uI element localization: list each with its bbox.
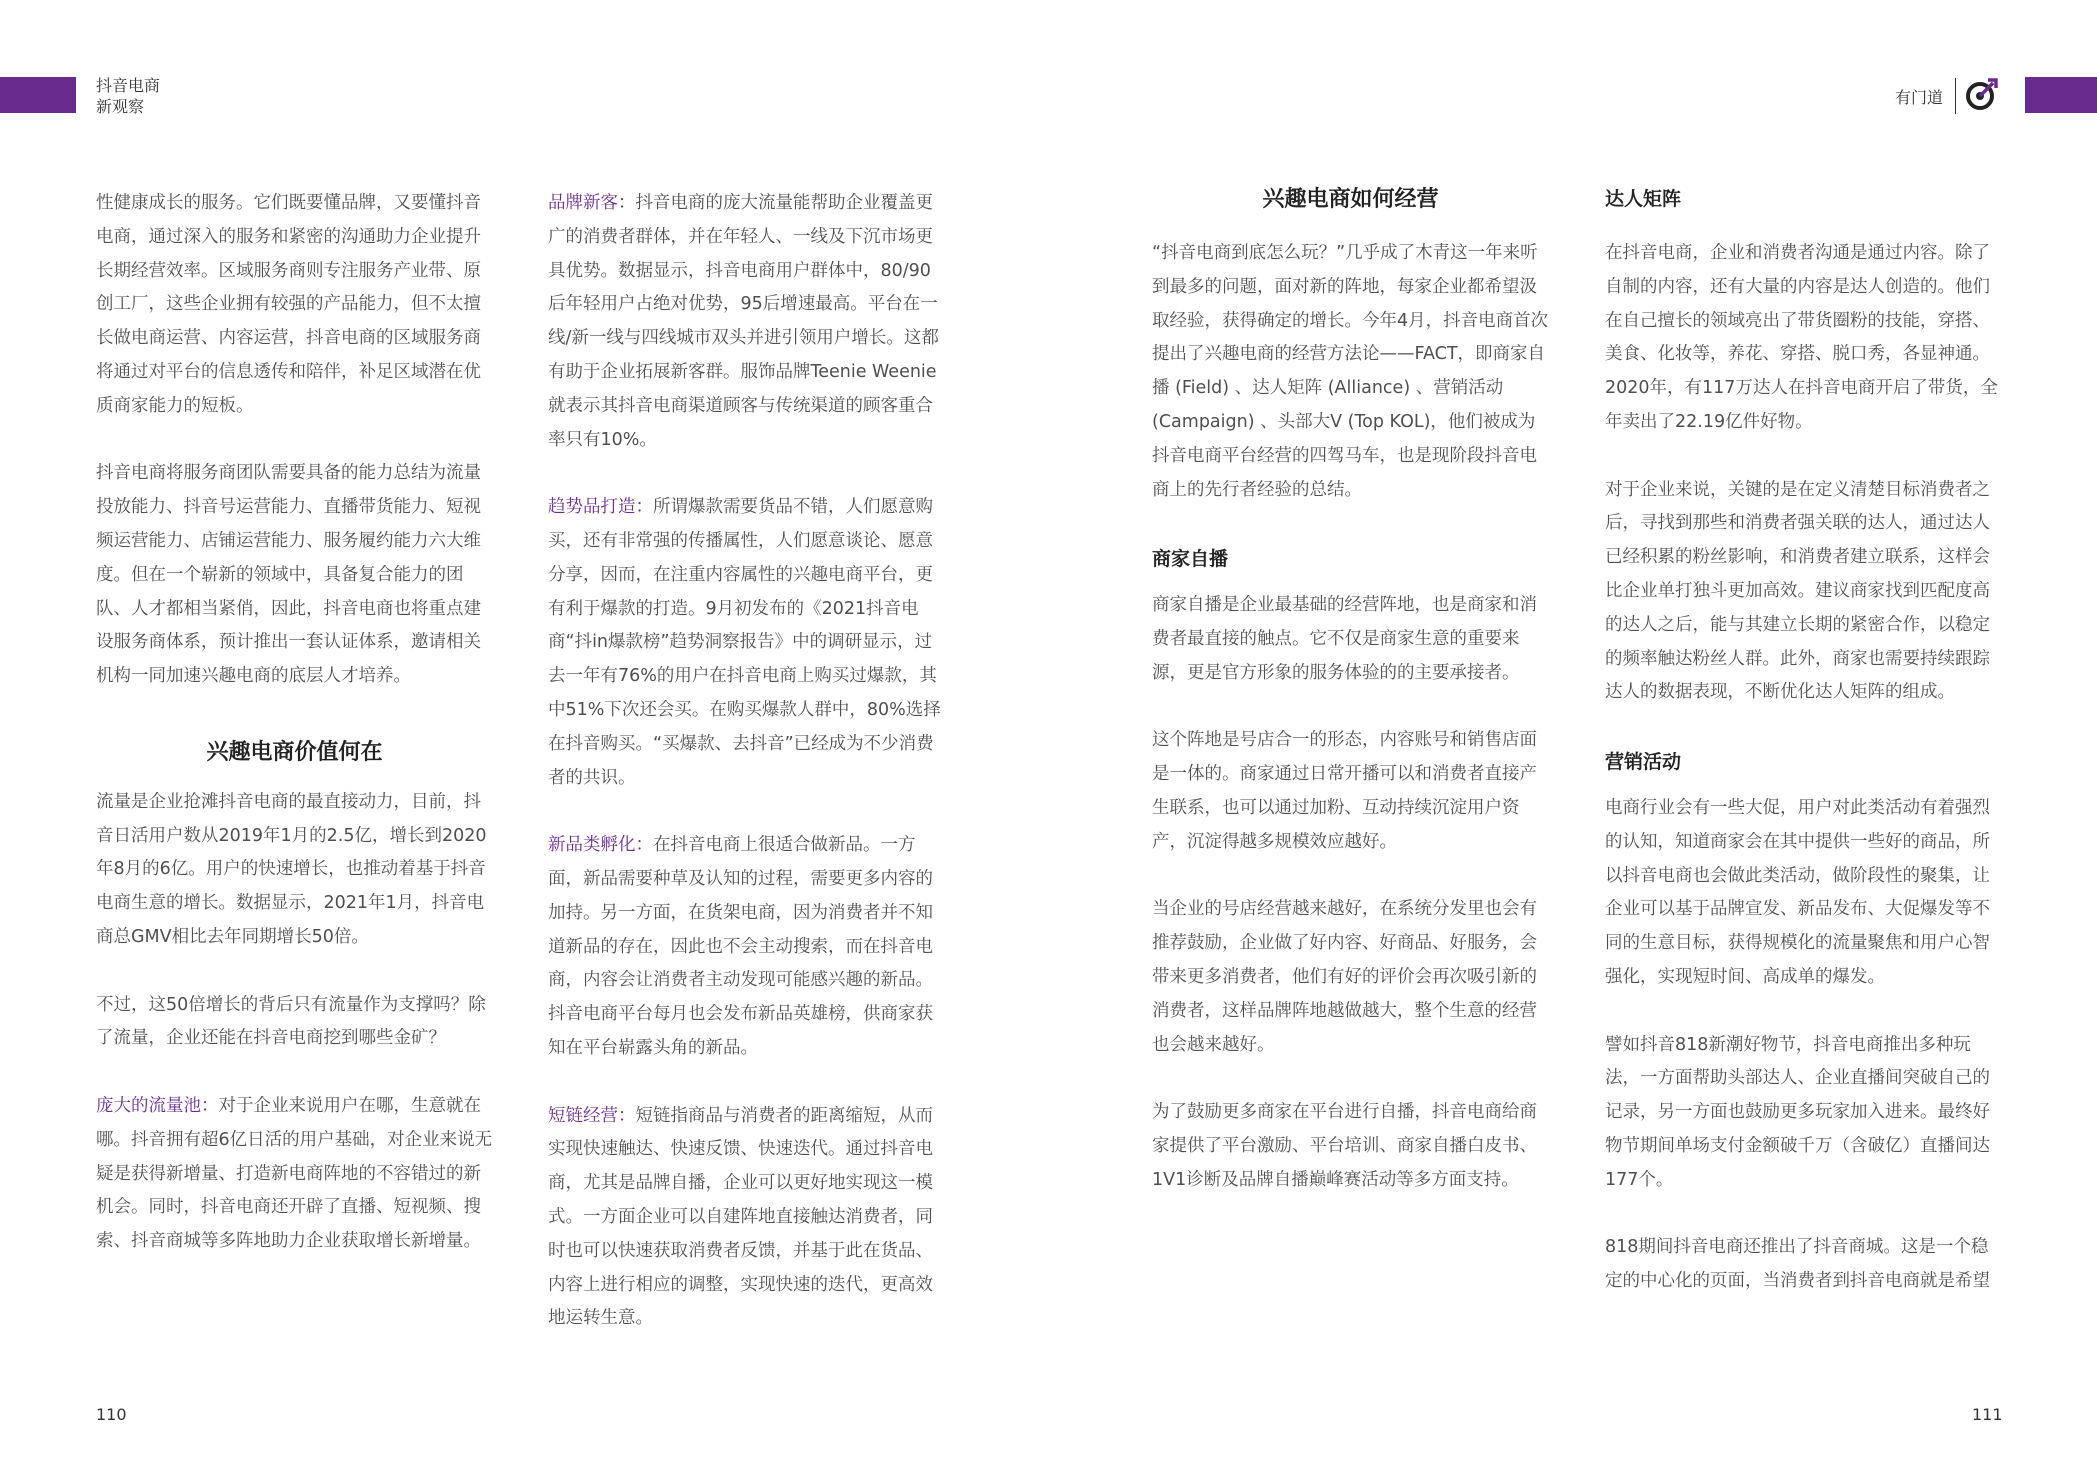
paragraph (548, 1100, 945, 1337)
column-2 (548, 187, 945, 1370)
paragraph: “抖音电商到底怎么玩？”几乎成了木青这一年来听到最多的问题，面对新的阵地，每家企业都希望汲取经验，获得确定的增长。今年4月，抖音电商首次提出了兴趣电商的经营方法论——FACT，即商家自播 (Field) 、达人矩阵 (Alliance) 、营销活动 (Campaign) 、头部大V (Top KOL)，他们被成为抖音电商平台经营的四驾马车，也是现阶段抖音电商上的先行者经验的总结。 (1152, 243, 1549, 500)
column-4 (1605, 181, 2002, 1333)
logo-divider (1955, 78, 1956, 114)
term-label: 庞大的流量池： (96, 1095, 219, 1116)
paragraph: 为了鼓励更多商家在平台进行自播，抖音电商给商家提供了平台激励、平台培训、商家自播白皮书、1V1诊断及品牌自播巅峰赛活动等多方面支持。 (1152, 1102, 1537, 1190)
paragraph: 对于企业来说，关键的是在定义清楚目标消费者之后，寻找到那些和消费者强关联的达人，通过达人已经积累的粉丝影响，和消费者建立联系，这样会比企业单打独斗更加高效。建议商家找到匹配度高的达人之后，能与其建立长期的紧密合作，以稳定的频率触达粉丝人群。此外，商家也需要持续跟踪达人的数据表现，不断优化达人矩阵的组成。 (1605, 479, 1990, 703)
section-label (96, 75, 160, 117)
subheading-influencers: 达人矩阵 (1605, 188, 1682, 210)
section-label-line2: 新观察 (96, 97, 145, 116)
subheading-merchant-live: 商家自播 (1152, 548, 1229, 571)
right-accent-bar (2025, 77, 2097, 113)
page-number-left: 110 (96, 1405, 127, 1424)
paragraph-text: 在抖音电商上很适合做新品。一方面，新品需要种草及认知的过程，需要更多内容的加持。另一方面，在货架电商，因为消费者并不知道新品的存在，因此也不会主动搜索，而在抖音电商，内容会让消费者主动发现可能感兴趣的新品。抖音电商平台每月也会发布新品英雄榜，供商家获知在平台崭露头角的新品。 (548, 835, 933, 1058)
paragraph: 譬如抖音818新潮好物节，抖音电商推出多种玩法，一方面帮助头部达人、企业直播间突破自己的记录，另一方面也鼓励更多玩家加入进来。最终好物节期间单场支付金额破千万（含破亿）直播间达177个。 (1605, 1034, 1990, 1190)
column-3 (1152, 181, 1549, 1231)
term-label: 趋势品打造： (548, 497, 653, 518)
paragraph (548, 829, 945, 1066)
page-number-right: 111 (1972, 1405, 2003, 1424)
target-logo-icon (1963, 77, 1999, 117)
paragraph: 当企业的号店经营越来越好，在系统分发里也会有推荐鼓励，企业做了好内容、好商品、好服务，会带来更多消费者，他们有好的评价会再次吸引新的消费者，这样品牌阵地越做越大，整个生意的经营也会越来越好。 (1152, 899, 1537, 1055)
paragraph: 在抖音电商，企业和消费者沟通是通过内容。除了自制的内容，还有大量的内容是达人创造的。他们在自己擅长的领域亮出了带货圈粉的技能，穿搭、美食、化妆等，养花、穿搭、脱口秀，各显神通。2020年，有117万达人在抖音电商开启了带货，全年卖出了22.19亿件好物。 (1605, 243, 1998, 432)
paragraph-text: 抖音电商的庞大流量能帮助企业覆盖更广的消费者群体，并在年轻人、一线及下沉市场更具优势。数据显示，抖音电商用户群体中，80/90后年轻用户占绝对优势，95后增速最高。平台在一线/新一线与四线城市双头并进引领用户增长。这都有助于企业拓展新客群。服饰品牌Teenie Weenie就表示其抖音电商渠道顾客与传统渠道的顾客重合率只有10%。 (548, 193, 939, 450)
paragraph-text: 对于企业来说用户在哪，生意就在哪。抖音拥有超6亿日活的用户基础，对企业来说无疑是获得新增量、打造新电商阵地的不容错过的新机会。同时，抖音电商还开辟了直播、短视频、搜索、抖音商城等多阵地助力企业获取增长新增量。 (96, 1095, 493, 1252)
section-label-line1: 抖音电商 (96, 76, 161, 95)
term-label: 短链经营： (548, 1105, 636, 1126)
left-accent-bar (0, 77, 76, 113)
paragraph: 818期间抖音电商还推出了抖音商城。这是一个稳定的中心化的页面，当消费者到抖音电商就是希望 (1605, 1237, 1990, 1292)
paragraph: 商家自播是企业最基础的经营阵地，也是商家和消费者最直接的触点。它不仅是商家生意的重要来源，更是官方形象的服务体验的的主要承接者。 (1152, 595, 1537, 683)
paragraph: 抖音电商将服务商团队需要具备的能力总结为流量投放能力、抖音号运营能力、直播带货能力、短视频运营能力、店铺运营能力、服务履约能力六大维度。但在一个崭新的领域中，具备复合能力的团队、人才都相当紧俏，因此，抖音电商也将重点建设服务商体系，预计推出一套认证体系，邀请相关机构一同加速兴趣电商的底层人才培养。 (96, 463, 481, 687)
term-label: 品牌新客： (548, 193, 636, 213)
brand-name: 有门道 (1895, 88, 1944, 107)
paragraph (96, 1090, 493, 1259)
paragraph: 不过，这50倍增长的背后只有流量作为支撑吗？除了流量，企业还能在抖音电商挖到哪些金矿？ (96, 994, 486, 1049)
paragraph-text: 短链指商品与消费者的距离缩短，从而实现快速触达、快速反馈、快速迭代。通过抖音电商，尤其是品牌自播，企业可以更好地实现这一模式。一方面企业可以自建阵地直接触达消费者，同时也可以快速获取消费者反馈，并基于此在货品、内容上进行相应的调整，实现快速的迭代，更高效地运转生意。 (548, 1105, 933, 1329)
paragraph (548, 187, 945, 457)
paragraph (548, 491, 945, 795)
term-label: 新品类孵化： (548, 835, 653, 856)
subheading-campaigns: 营销活动 (1605, 750, 1682, 773)
paragraph: 电商行业会有一些大促，用户对此类活动有着强烈的认知，知道商家会在其中提供一些好的商品，所以抖音电商也会做此类活动，做阶段性的聚集，让企业可以基于品牌宣发、新品发布、大促爆发等不同的生意目标，获得规模化的流量聚焦和用户心智强化，实现短时间、高成单的爆发。 (1605, 797, 1990, 987)
section-heading-value: 兴趣电商价值何在 (206, 739, 383, 765)
column-1 (96, 187, 493, 1293)
paragraph: 流量是企业抢滩抖音电商的最直接动力，目前，抖音日活用户数从2019年1月的2.5亿，增长到2020年8月的6亿。用户的快速增长，也推动着基于抖音电商生意的增长。数据显示，2021年1月，抖音电商总GMV相比去年同期增长50倍。 (96, 791, 487, 947)
paragraph: 这个阵地是号店合一的形态，内容账号和销售店面是一体的。商家通过日常开播可以和消费者直接产生联系，也可以通过加粉、互动持续沉淀用户资产，沉淀得越多规模效应越好。 (1152, 730, 1537, 852)
section-heading-operate: 兴趣电商如何经营 (1262, 187, 1439, 212)
paragraph-text: 所谓爆款需要货品不错，人们愿意购买，还有非常强的传播属性，人们愿意谈论、愿意分享，因而，在注重内容属性的兴趣电商平台，更有利于爆款的打造。9月初发布的《2021抖音电商“抖in爆款榜”趋势洞察报告》中的调研显示，过去一年有76%的用户在抖音电商上购买过爆款，其中51%下次还会买。在购买爆款人群中，80%选择在抖音购买。“买爆款、去抖音”已经成为不少消费者的共识。 (548, 497, 941, 788)
paragraph: 性健康成长的服务。它们既要懂品牌，又要懂抖音电商，通过深入的服务和紧密的沟通助力企业提升长期经营效率。区域服务商则专注服务产业带、原创工厂，这些企业拥有较强的产品能力，但不太擅长做电商运营、内容运营，抖音电商的区域服务商将通过对平台的信息透传和陪伴，补足区域潜在优质商家能力的短板。 (96, 193, 481, 416)
